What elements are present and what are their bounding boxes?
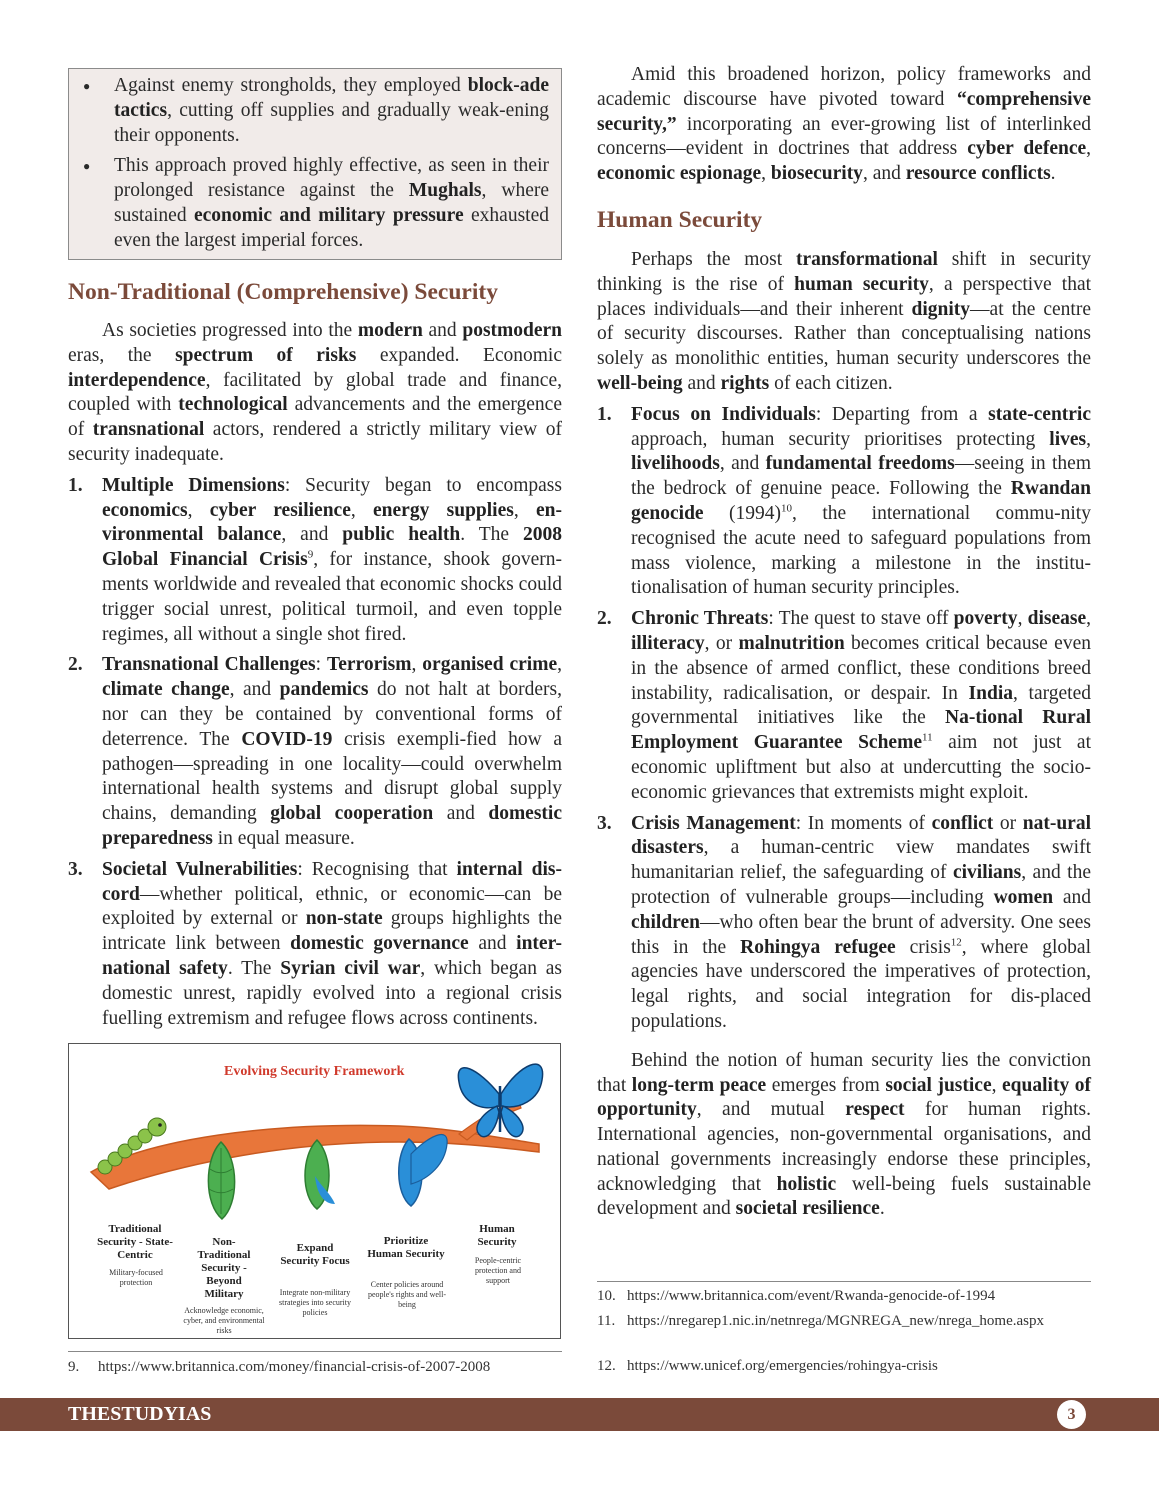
note-bullet-1: ● Against enemy strongholds, they employed block-ade tactics, cutting off supplies and gradually weak-ening their opponents.: [81, 74, 549, 148]
list-item: 1. Focus on Individuals: Departing from a state-centric approach, human security prioritises protecting lives, livelihoods, and fundamental freedoms—seeing in them the bedrock of genuine peace. Following the Rwandan genocide $(1994)^{10}$, the international commu-nity recognised the acute need to safeguard populations from mass violence, marking a milestone in the institu-tionalisation of human security principles.: [597, 403, 1092, 599]
stage-4-title: Prioritize Human Security: [367, 1235, 445, 1260]
page-number: 3: [1057, 1400, 1086, 1429]
figure-illustration: [69, 1044, 559, 1224]
non-traditional-list: [68, 474, 562, 1032]
footnote-rule-left: [68, 1351, 562, 1352]
stage-1-title: Traditional Security - State-Centric: [97, 1223, 173, 1261]
footnote-10: 10. https://www.britannica.com/event/Rwanda-genocide-of-1994: [597, 1288, 996, 1304]
human-security-intro: Perhaps the most transformational shift in security thinking is the rise of human security, a perspective that places individuals—and their inherent dignity—at the centre of security discourses. Rather than conceptualising nations solely as monolithic entities, human security underscores the well-being and rights of each citizen.: [597, 249, 1092, 394]
brand-name: THESTUDYIAS: [68, 1403, 212, 1425]
figure-title: Evolving Security Framework: [224, 1064, 405, 1079]
stage-3-desc: Integrate non-military strategies into security policies: [279, 1288, 351, 1317]
footnote-9: 9. https://www.britannica.com/money/financial-crisis-of-2007-2008: [68, 1359, 491, 1375]
footnote-rule-right: [597, 1281, 1091, 1282]
intro-paragraph: As societies progressed into the modern and postmodern eras, the spectrum of risks expanded. Economic interdependence, facilitated by global trade and finance, coupled with technological advancements and the emergence of transnational actors, rendered a strictly military view of security inadequate.: [68, 320, 563, 465]
list-item: 3. Crisis Management: In moments of conflict or nat-ural disasters, a human-centric view mandates swift humanitarian relief, the safeguarding of civilians, and the protection of vulnerable groups—including women and children—who often bear the brunt of adversity. One sees this in the Rohingya refugee crisis$^{12}$, where global agencies have underscored the imperatives of protection, legal rights, and social integration for dis-placed populations.: [597, 812, 1091, 1032]
section-heading-human-security: Human Security: [597, 207, 763, 233]
section-heading-non-traditional: Non-Traditional (Comprehensive) Security: [68, 279, 498, 305]
comprehensive-paragraph: Amid this broadened horizon, policy frameworks and academic discourse have pivoted toward “comprehensive security,” incorporating an ever-growing list of interlinked concerns—evident in doctrines that address cyber defence, economic espionage, biosecurity, and resource conflicts.: [597, 64, 1091, 185]
conviction-paragraph: Behind the notion of human security lies the conviction that long-term peace emerges from social justice, equality of opportunity, and mutual respect for human rights. International agencies, non-governmental organisations, and national governments increasingly endorse these principles, acknowledging that holistic well-being fuels sustainable development and societal resilience.: [597, 1049, 1091, 1220]
stage-4-desc: Center policies around people's rights and well-being: [367, 1280, 447, 1309]
stage-3-title: Expand Security Focus: [280, 1242, 350, 1267]
left-body: [68, 319, 562, 1031]
list-item: 3. Societal Vulnerabilities: Recognising that internal dis-cord—whether political, ethnic, or economic—can be exploited by external or non-state groups highlights the intricate link between domestic governance and inter-national safety. The Syrian civil war, which began as domestic unrest, rapidly evolved into a regional crisis fuelling extremism and refugee flows across continents.: [68, 858, 562, 1029]
stage-5-desc: People-centric protection and support: [474, 1256, 522, 1285]
right-top-body: [597, 63, 1091, 187]
note-bullet-2: ● This approach proved highly effective, as seen in their prolonged resistance against the Mughals, where sustained economic and military pressure exhausted even the largest imperial forces.: [81, 154, 549, 253]
stage-2-desc: Acknowledge economic, cyber, and environmental risks: [183, 1306, 265, 1335]
stage-5-title: Human Security: [477, 1223, 517, 1248]
human-security-list: [597, 403, 1091, 1035]
list-item: 2. Transnational Challenges: Terrorism, organised crime, climate change, and pandemics do not halt at borders, nor can they be contained by conventional forms of deterrence. The COVID-19 crisis exempli-fied how a pathogen—spreading in one locality—could overwhelm international health systems and disrupt global supply chains, demanding global cooperation and domestic preparedness in equal measure.: [68, 654, 562, 849]
stage-2-title: Non-Traditional Security - Beyond Military: [197, 1236, 251, 1300]
footnote-12: 12. https://www.unicef.org/emergencies/rohingya-crisis: [597, 1358, 938, 1374]
evolving-security-figure: [68, 1043, 561, 1339]
right-body: [597, 248, 1091, 1222]
note-box: [68, 68, 562, 260]
list-item: 1. Multiple Dimensions: Security began to encompass economics, cyber resilience, energy supplies, en-vironmental balance, and public health. The 2008 Global Financial Crisis$^9$, for instance, shook govern-ments worldwide and revealed that economic shocks could trigger social unrest, political turmoil, and even topple regimes, all without a single shot fired.: [68, 474, 563, 645]
footnote-11: 11. https://nregarep1.nic.in/netnrega/MGNREGA_new/nrega_home.aspx: [597, 1313, 1044, 1329]
page-footer: [0, 1398, 1159, 1431]
stage-1-desc: Military-focused protection: [109, 1268, 163, 1287]
list-item: 2. Chronic Threats: The quest to stave off poverty, disease, illiteracy, or malnutrition becomes critical because even in the absence of armed conflict, these conditions breed instability, radicalisation, or despair. In India, targeted governmental initiatives like the Na-tional Rural Employment Guarantee Scheme$^{11}$ aim not just at economic upliftment but also at undercutting the socio-economic grievances that extremists might exploit.: [597, 608, 1092, 803]
